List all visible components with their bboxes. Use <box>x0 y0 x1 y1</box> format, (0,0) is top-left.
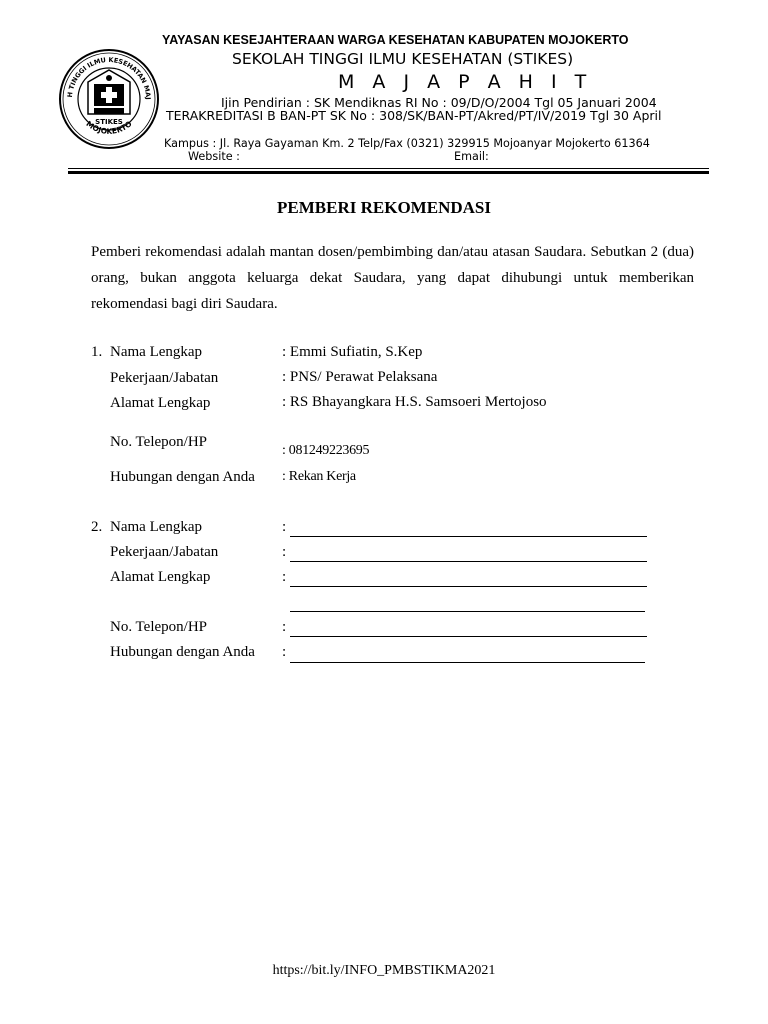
svg-text:MOJOKERTO: MOJOKERTO <box>84 119 134 136</box>
referee-1-nama-label: Nama Lengkap <box>110 344 203 360</box>
referee-2-pekerjaan-label: Pekerjaan/Jabatan <box>110 544 219 560</box>
school-short-name: M A J A P A H I T <box>338 71 593 93</box>
referee-2-nama-field[interactable] <box>290 536 647 537</box>
email-label: Email: <box>454 150 489 163</box>
referee-1-telepon-value: : 081249223695 <box>282 443 370 458</box>
referee-2-hubungan-label: Hubungan dengan Anda <box>110 644 255 660</box>
stikes-logo <box>58 48 160 150</box>
footer-link[interactable]: https://bit.ly/INFO_PMBSTIKMA2021 <box>272 963 496 978</box>
referee-2-alamat-colon: : <box>282 569 287 585</box>
svg-text:SEKOLAH TINGGI ILMU KESEHATAN: H TINGGI ILMU KESEHATAN MAJ <box>65 55 153 100</box>
referee-2-pekerjaan-field[interactable] <box>290 561 647 562</box>
referee-1-number: 1. <box>91 344 103 360</box>
referee-2-nama-label: Nama Lengkap <box>110 519 203 535</box>
referee-2-alamat-label: Alamat Lengkap <box>110 569 211 585</box>
referee-2-hubungan-field[interactable] <box>290 662 645 663</box>
referee-2-alamat-field-2[interactable] <box>290 611 645 612</box>
referee-1-alamat-value: : RS Bhayangkara H.S. Samsoeri Mertojoso <box>282 394 547 410</box>
website-label: Website : <box>188 150 240 163</box>
header-divider-thin <box>68 168 709 169</box>
accreditation: TERAKREDITASI B BAN-PT SK No : 308/SK/BAN-PT/Akred/PT/IV/2019 Tgl 30 April <box>166 108 662 123</box>
referee-2-telepon-label: No. Telepon/HP <box>110 619 208 635</box>
referee-1-telepon-label: No. Telepon/HP <box>110 434 208 450</box>
referee-2-hubungan-colon: : <box>282 644 287 660</box>
referee-1-alamat-label: Alamat Lengkap <box>110 395 211 411</box>
svg-text:STIKES: STIKES <box>95 118 123 126</box>
referee-1-pekerjaan-value: : PNS/ Perawat Pelaksana <box>282 369 438 385</box>
establishment-permit: Ijin Pendirian : SK Mendiknas RI No : 09/D/O/2004 Tgl 05 Januari 2004 <box>221 95 657 110</box>
referee-2-nama-colon: : <box>282 519 287 535</box>
referee-2-pekerjaan-colon: : <box>282 544 287 560</box>
referee-1-nama-value: : Emmi Sufiatin, S.Kep <box>282 344 423 360</box>
page-title: PEMBERI REKOMENDASI <box>277 198 491 217</box>
referee-1-hubungan-value: : Rekan Kerja <box>282 469 356 484</box>
campus-address: Kampus : Jl. Raya Gayaman Km. 2 Telp/Fax (0321) 329915 Mojoanyar Mojokerto 61364 <box>164 137 650 150</box>
school-name: SEKOLAH TINGGI ILMU KESEHATAN (STIKES) <box>232 50 574 68</box>
referee-2-alamat-field[interactable] <box>290 586 647 587</box>
referee-2-telepon-field[interactable] <box>290 636 647 637</box>
referee-1-pekerjaan-label: Pekerjaan/Jabatan <box>110 370 219 386</box>
referee-2-telepon-colon: : <box>282 619 287 635</box>
intro-paragraph: Pemberi rekomendasi adalah mantan dosen/pembimbing dan/atau atasan Saudara. Sebutkan 2 (dua) orang, bukan anggota keluarga dekat Saudara, yang dapat dihubungi untuk memberikan rekomendasi bagi diri Saudara. <box>91 244 694 312</box>
referee-1-hubungan-label: Hubungan dengan Anda <box>110 469 255 485</box>
referee-2-number: 2. <box>91 519 103 535</box>
header-divider-thick <box>68 171 709 174</box>
foundation-name: YAYASAN KESEJAHTERAAN WARGA KESEHATAN KABUPATEN MOJOKERTO <box>162 33 629 47</box>
